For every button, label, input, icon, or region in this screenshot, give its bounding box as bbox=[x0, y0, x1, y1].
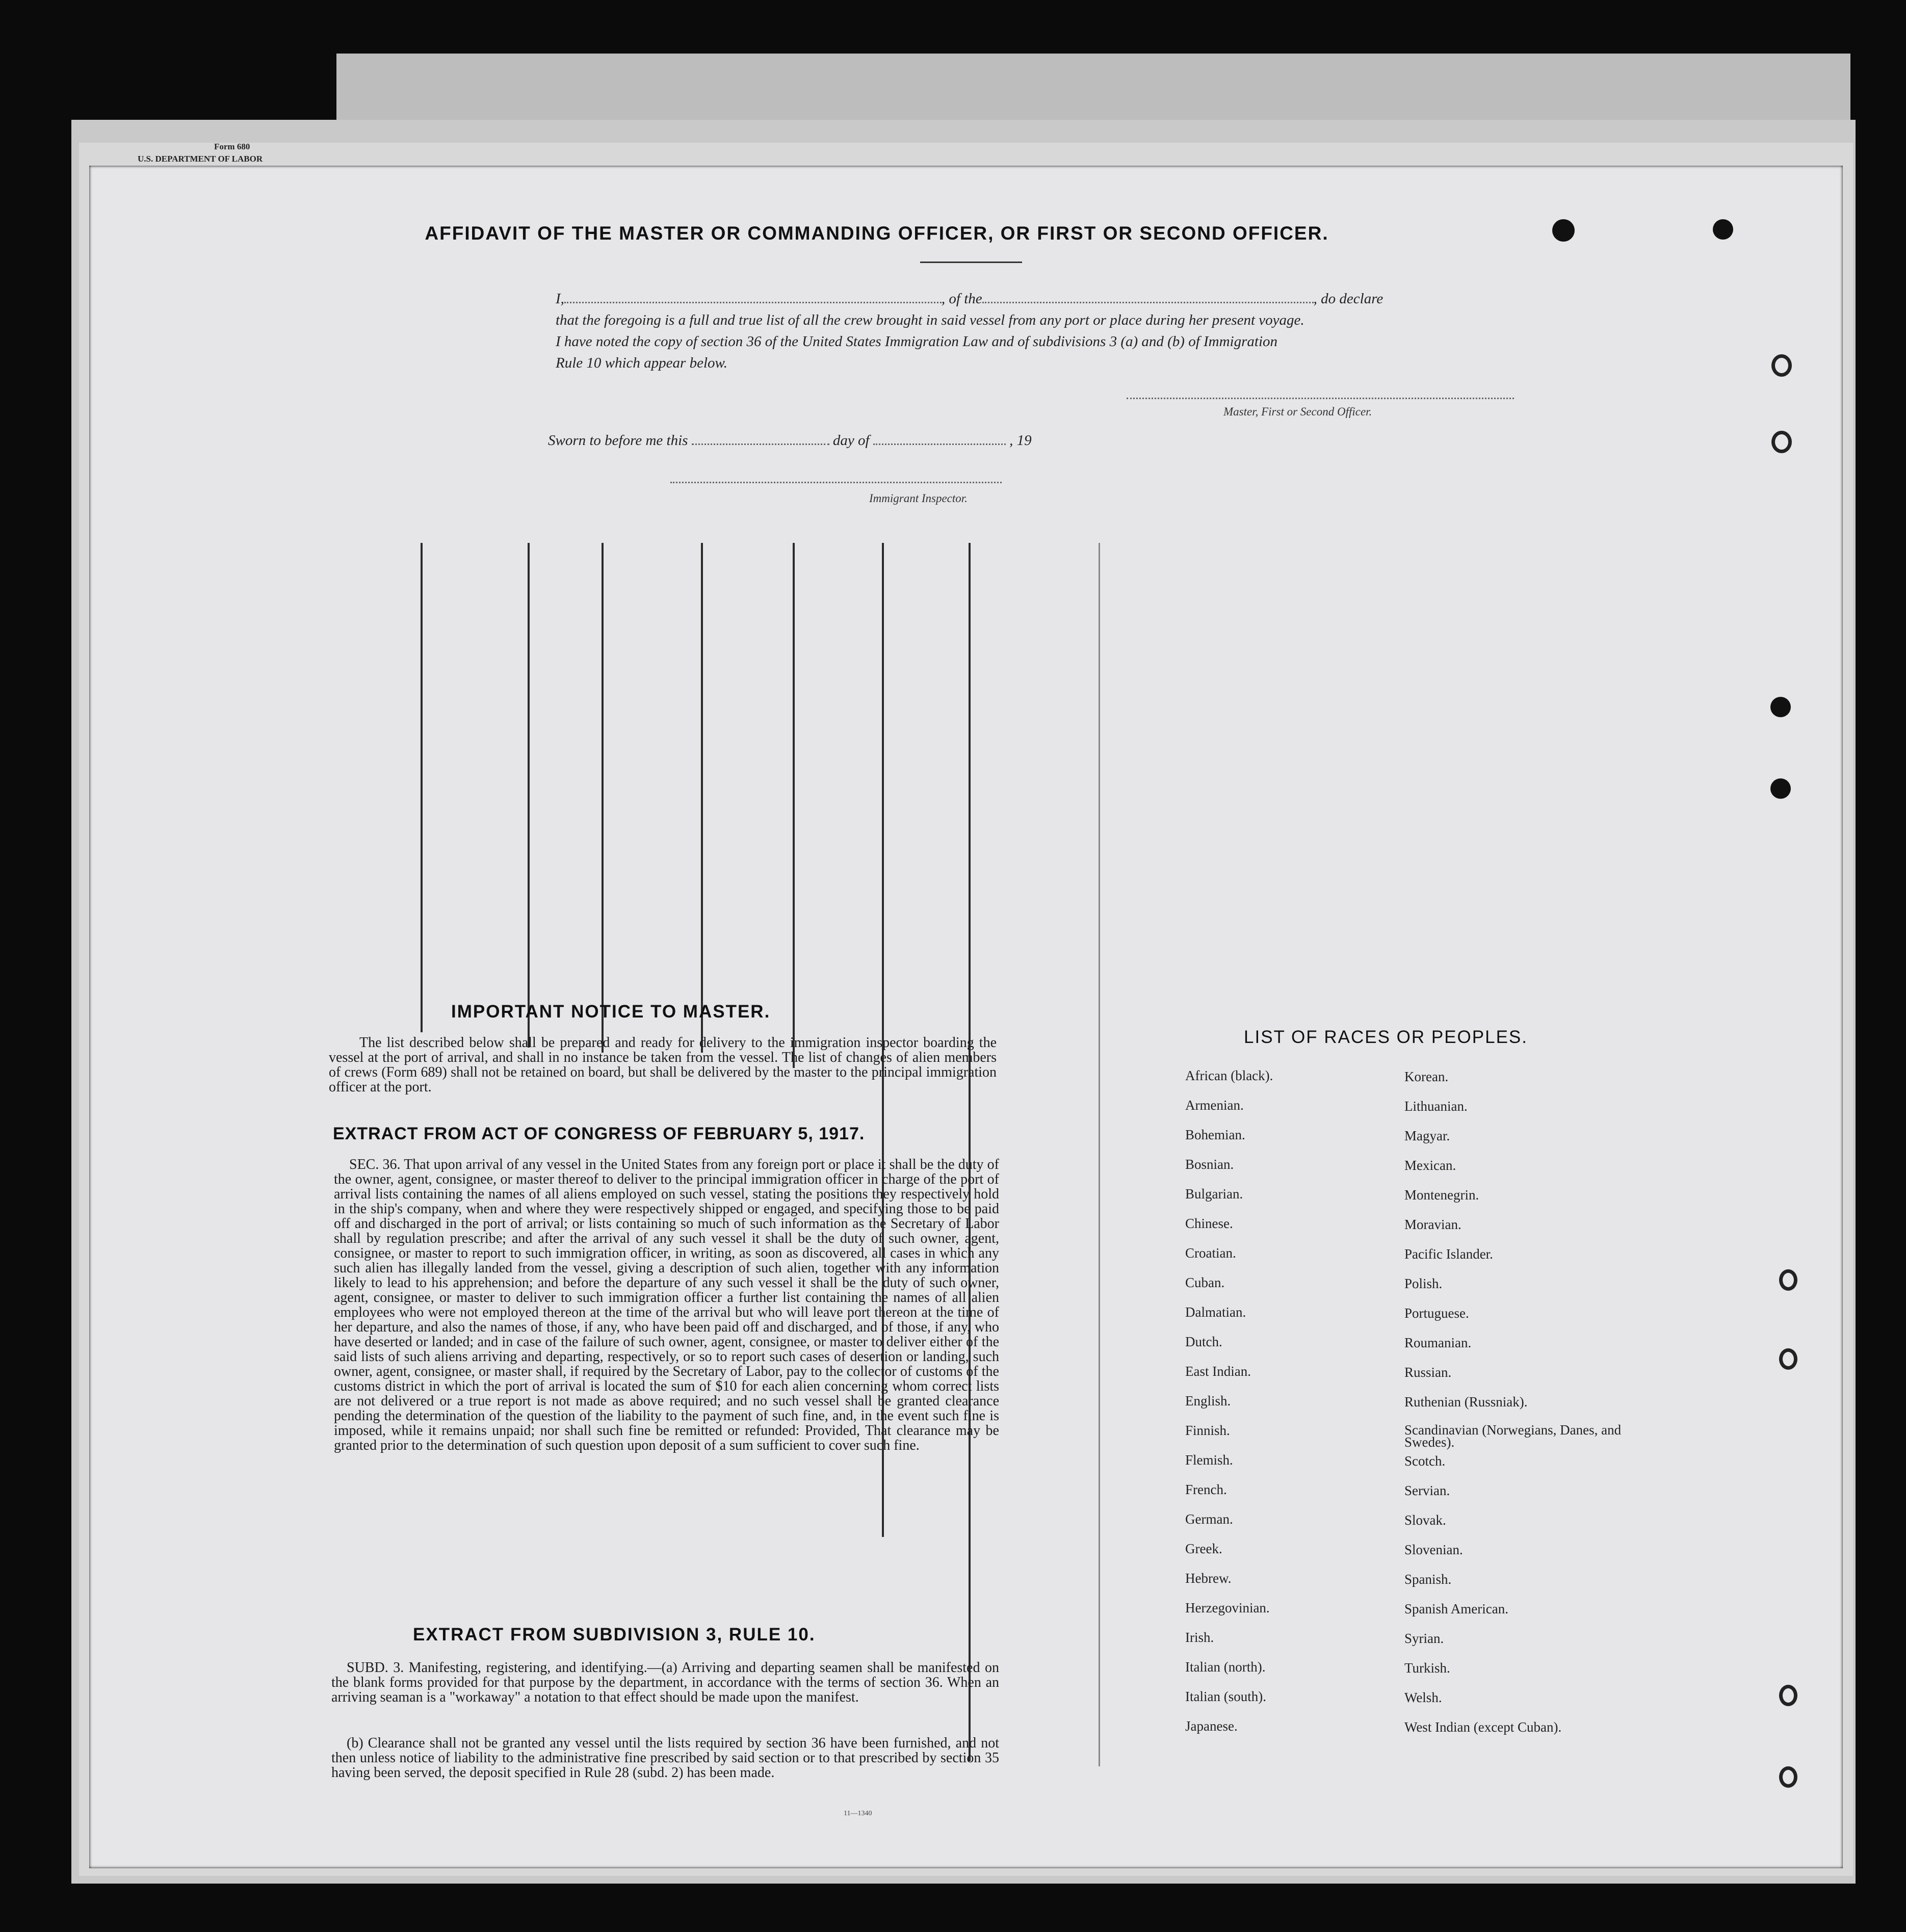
punch-hole bbox=[1779, 1766, 1797, 1788]
punch-hole bbox=[1779, 1269, 1797, 1291]
race-item: Irish. bbox=[1185, 1630, 1214, 1645]
race-item: West Indian (except Cuban). bbox=[1404, 1719, 1562, 1735]
affidavit-title: AFFIDAVIT OF THE MASTER OR COMMANDING OFFICER, OR FIRST OR SECOND OFFICER. bbox=[425, 223, 1329, 244]
department-label: U.S. DEPARTMENT OF LABOR bbox=[138, 154, 263, 164]
race-item: Ruthenian (Russniak). bbox=[1404, 1394, 1528, 1409]
race-item: Turkish. bbox=[1404, 1660, 1450, 1676]
race-item: German. bbox=[1185, 1511, 1233, 1527]
sworn-day-field[interactable] bbox=[692, 443, 829, 445]
title-rule bbox=[920, 262, 1022, 263]
notice-heading: IMPORTANT NOTICE TO MASTER. bbox=[451, 1002, 771, 1022]
race-item: Japanese. bbox=[1185, 1718, 1238, 1734]
affidavit-declaration bbox=[556, 288, 1555, 374]
notice-text: The list described below shall be prepared and ready for delivery to the immigration inspector boarding the vessel at the port of arrival, and shall in no instance be taken from the vessel. The list of changes of alien members of crews (Form 689) shall not be retained on board, but shall be delivered by the master to the principal immigration officer at the port. bbox=[329, 1035, 997, 1095]
punch-hole bbox=[1779, 1348, 1797, 1370]
race-item: Pacific Islander. bbox=[1404, 1246, 1493, 1262]
race-item: Korean. bbox=[1404, 1069, 1449, 1084]
race-item: East Indian. bbox=[1185, 1364, 1251, 1379]
declaration-line-3: I have noted the copy of section 36 of the United States Immigration Law and of subdivisions 3 (a) and (b) of Immigration bbox=[556, 333, 1278, 350]
race-item: Finnish. bbox=[1185, 1423, 1230, 1438]
race-item: Herzegovinian. bbox=[1185, 1600, 1270, 1615]
race-item: Slovak. bbox=[1404, 1512, 1446, 1528]
race-item: Italian (north). bbox=[1185, 1659, 1266, 1675]
race-item: Scotch. bbox=[1404, 1453, 1446, 1469]
race-item: Portuguese. bbox=[1404, 1306, 1469, 1321]
race-item: Roumanian. bbox=[1404, 1335, 1472, 1350]
race-item: Greek. bbox=[1185, 1541, 1222, 1556]
declarant-name-field[interactable] bbox=[564, 302, 942, 303]
declare-label: , do declare bbox=[1313, 291, 1383, 307]
punch-hole bbox=[1771, 431, 1792, 453]
sworn-month-field[interactable] bbox=[873, 443, 1006, 445]
race-item: Scandinavian (Norwegians, Danes, and Swedes). bbox=[1404, 1422, 1622, 1450]
race-item: Mexican. bbox=[1404, 1158, 1456, 1173]
declaration-line-2: that the foregoing is a full and true list of all the crew brought in said vessel from any port or place during her present voyage. bbox=[556, 312, 1304, 328]
manifest-page bbox=[89, 166, 1843, 1868]
race-item: Servian. bbox=[1404, 1483, 1450, 1498]
column-rule bbox=[793, 543, 795, 1068]
race-item: Flemish. bbox=[1185, 1452, 1233, 1468]
punch-hole bbox=[1770, 778, 1791, 799]
race-item: Dutch. bbox=[1185, 1334, 1222, 1349]
sworn-line bbox=[548, 430, 1262, 451]
year-label: , 19 bbox=[1009, 432, 1032, 449]
race-item: Syrian. bbox=[1404, 1631, 1444, 1646]
race-item: Chinese. bbox=[1185, 1216, 1233, 1231]
race-item: Hebrew. bbox=[1185, 1571, 1232, 1586]
race-item: Russian. bbox=[1404, 1365, 1452, 1380]
race-item: Spanish. bbox=[1404, 1572, 1452, 1587]
race-item: Bulgarian. bbox=[1185, 1186, 1243, 1202]
rule-text-b: (b) Clearance shall not be granted any vessel until the lists required by section 36 have been furnished, and not then unless notice of liability to the administrative fine prescribed by said section or to that prescribed by section 35 having been served, the deposit specified in Rule 28 (subd. 2) has been made. bbox=[331, 1735, 999, 1781]
vessel-name-field[interactable] bbox=[982, 302, 1314, 303]
race-item: Armenian. bbox=[1185, 1098, 1244, 1113]
master-signature-field[interactable] bbox=[1127, 398, 1514, 399]
races-column-1 bbox=[1185, 1068, 1389, 1748]
race-item: Polish. bbox=[1404, 1276, 1443, 1291]
race-item: Cuban. bbox=[1185, 1275, 1225, 1290]
race-item: Lithuanian. bbox=[1404, 1099, 1468, 1114]
declaration-line-4: Rule 10 which appear below. bbox=[556, 355, 727, 371]
rule-text-a: SUBD. 3. Manifesting, registering, and identifying.—(a) Arriving and departing seamen shall be manifested on the blank forms provided for that purpose by the department, in accordance with the terms of section 36. When an arriving seaman is a "workaway" a notation to that effect should be made upon the manifest. bbox=[331, 1660, 999, 1705]
race-item: Welsh. bbox=[1404, 1690, 1442, 1705]
inspector-signature-label: Immigrant Inspector. bbox=[869, 492, 968, 505]
punch-hole bbox=[1770, 697, 1791, 717]
race-item: Slovenian. bbox=[1404, 1542, 1463, 1557]
race-item: Montenegrin. bbox=[1404, 1187, 1479, 1203]
column-rule bbox=[602, 543, 604, 1053]
punch-hole bbox=[1779, 1685, 1797, 1706]
race-item: Spanish American. bbox=[1404, 1601, 1508, 1616]
race-item: Bosnian. bbox=[1185, 1157, 1234, 1172]
race-item: English. bbox=[1185, 1393, 1231, 1408]
master-signature-label: Master, First or Second Officer. bbox=[1223, 405, 1372, 418]
day-of-label: day of bbox=[832, 432, 870, 449]
race-item: Dalmatian. bbox=[1185, 1304, 1246, 1320]
races-heading: LIST OF RACES OR PEOPLES. bbox=[1244, 1027, 1528, 1047]
race-item: Magyar. bbox=[1404, 1128, 1450, 1143]
column-rule bbox=[701, 543, 703, 1053]
inspector-signature-field[interactable] bbox=[670, 482, 1002, 483]
race-item: African (black). bbox=[1185, 1068, 1273, 1083]
act-heading: EXTRACT FROM ACT OF CONGRESS OF FEBRUARY 5, 1917. bbox=[333, 1124, 865, 1143]
race-item: Croatian. bbox=[1185, 1245, 1236, 1261]
races-column-2 bbox=[1404, 1069, 1629, 1749]
punch-hole bbox=[1771, 354, 1792, 377]
of-the-label: , of the bbox=[941, 291, 982, 307]
sworn-label: Sworn to before me this bbox=[548, 432, 688, 449]
race-item: French. bbox=[1185, 1482, 1227, 1497]
declarant-label: I, bbox=[556, 291, 564, 307]
race-item: Italian (south). bbox=[1185, 1689, 1266, 1704]
column-rule bbox=[421, 543, 423, 1032]
form-number: Form 680 bbox=[214, 142, 250, 151]
column-rule bbox=[969, 543, 971, 1761]
act-text: SEC. 36. That upon arrival of any vessel in the United States from any foreign port or place it shall be the duty of the owner, agent, consignee, or master thereof to deliver to the principal immigration officer in charge of the port of arrival lists containing the names of all aliens employed on such vessel, stating the positions they respectively hold in the ship's company, when and where they were respectively shipped or engaged, and specifying those to be paid off and discharged in the port of arrival; or lists containing so much of such information as the Secretary of Labor shall by regulation prescribe; and after the arrival of any such vessel it shall be the duty of such owner, agent, consignee, or master to report to such immigration officer, in writing, as soon as discovered, all cases in which any such alien has illegally landed from the vessel, giving a description of such alien, together with any information likely to lead to his apprehension; and before the departure of any such vessel it shall be the duty of such owner, agent, consignee, or master to deliver to such immigration officer a further list containing the names of all alien employees who were not employed thereon at the time of the arrival but who will leave port thereon at the time of her departure, and also the names of those, if any, who have been paid off and discharged, and of those, if any, who have deserted or landed; and in case of the failure of such owner, agent, consignee, or master to deliver either of the said lists of such aliens arriving and departing, respectively, or so to report such cases of desertion or landing, such owner, agent, consignee, or master shall, if required by the Secretary of Labor, pay to the collector of customs of the customs district in which the port of arrival is located the sum of $10 for each alien concerning whom correct lists are not delivered or a true report is not made as above required; and no such vessel shall be granted clearance pending the determination of the question of the liability to the payment of such fine, and, in the event such fine is imposed, while it remains unpaid; nor shall such fine be remitted or refunded: Provided, That clearance may be granted prior to the determination of such question upon deposit of a sum sufficient to cover such fine. bbox=[334, 1157, 999, 1453]
race-item: Bohemian. bbox=[1185, 1127, 1245, 1142]
column-rule bbox=[1099, 543, 1100, 1766]
print-code: 11—1340 bbox=[844, 1810, 872, 1817]
rule-heading: EXTRACT FROM SUBDIVISION 3, RULE 10. bbox=[413, 1625, 816, 1644]
race-item: Moravian. bbox=[1404, 1217, 1461, 1232]
column-rule bbox=[528, 543, 530, 1048]
